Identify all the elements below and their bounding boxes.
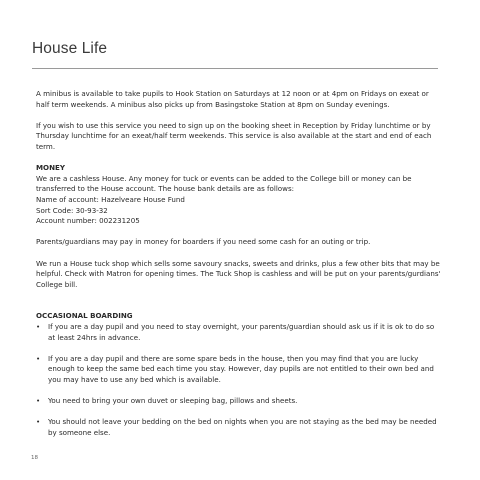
list-item-text: You need to bring your own duvet or sleeping bag, pillows and sheets. [48,396,298,406]
sort-code: Sort Code: 30-93-32 [36,205,108,215]
occasional-boarding-heading: OCCASIONAL BOARDING [36,311,133,321]
minibus-paragraph: A minibus is available to take pupils to Hook Station on Saturdays at 12 noon or at 4pm on Fridays on exeat or half term weekends. A minibus also picks up from Basingstoke Station at 8pm on Sunday evenings. [36,89,429,109]
list-item [36,396,442,407]
booking-paragraph: If you wish to use this service you need to sign up on the booking sheet in Reception by Friday lunchtime or by Thursday lunchtime for an exeat/half term weekends. This service is also available at the start and end of each term. [36,120,432,151]
occasional-boarding-list [36,322,442,439]
list-item-text: You should not leave your bedding on the bed on nights when you are not staying as the bed may be needed by someone else. [48,417,437,437]
bullet-icon: • [36,396,41,406]
money-intro: We are a cashless House. Any money for tuck or events can be added to the College bill or money can be transferred to the House account. The house bank details are as follows: [36,173,412,194]
list-item-text: If you are a day pupil and you need to stay overnight, your parents/guardian should ask us if it is ok to do so at least 24hrs in advance. [48,322,435,342]
money-heading: MONEY [36,163,66,173]
money-paragraph [36,174,442,227]
page-content [36,89,442,449]
title-divider [32,68,438,69]
page-title: House Life [32,40,108,57]
list-item-text: If you are a day pupil and there are some spare beds in the house, then you may find that you are lucky enough to keep the same bed each time you stay. However, day pupils are not entitled to their own bed and you may have to use any bed which is available. [48,353,434,385]
bullet-icon: • [36,417,41,427]
bullet-icon: • [36,353,41,363]
account-number: Account number: 002231205 [36,216,140,226]
list-item [36,417,442,438]
bullet-icon: • [36,322,41,332]
list-item [36,354,442,386]
parents-paragraph: Parents/guardians may pay in money for boarders if you need some cash for an outing or trip. [36,237,371,247]
list-item [36,322,442,343]
account-name: Name of account: Hazelveare House Fund [36,194,185,204]
page-number: 18 [31,455,38,461]
tuck-shop-paragraph: We run a House tuck shop which sells some savoury snacks, sweets and drinks, plus a few other bits that may be helpful. Check with Matron for opening times. The Tuck Shop is cashless and will be put on your parents/gurdians' College bill. [36,258,441,289]
